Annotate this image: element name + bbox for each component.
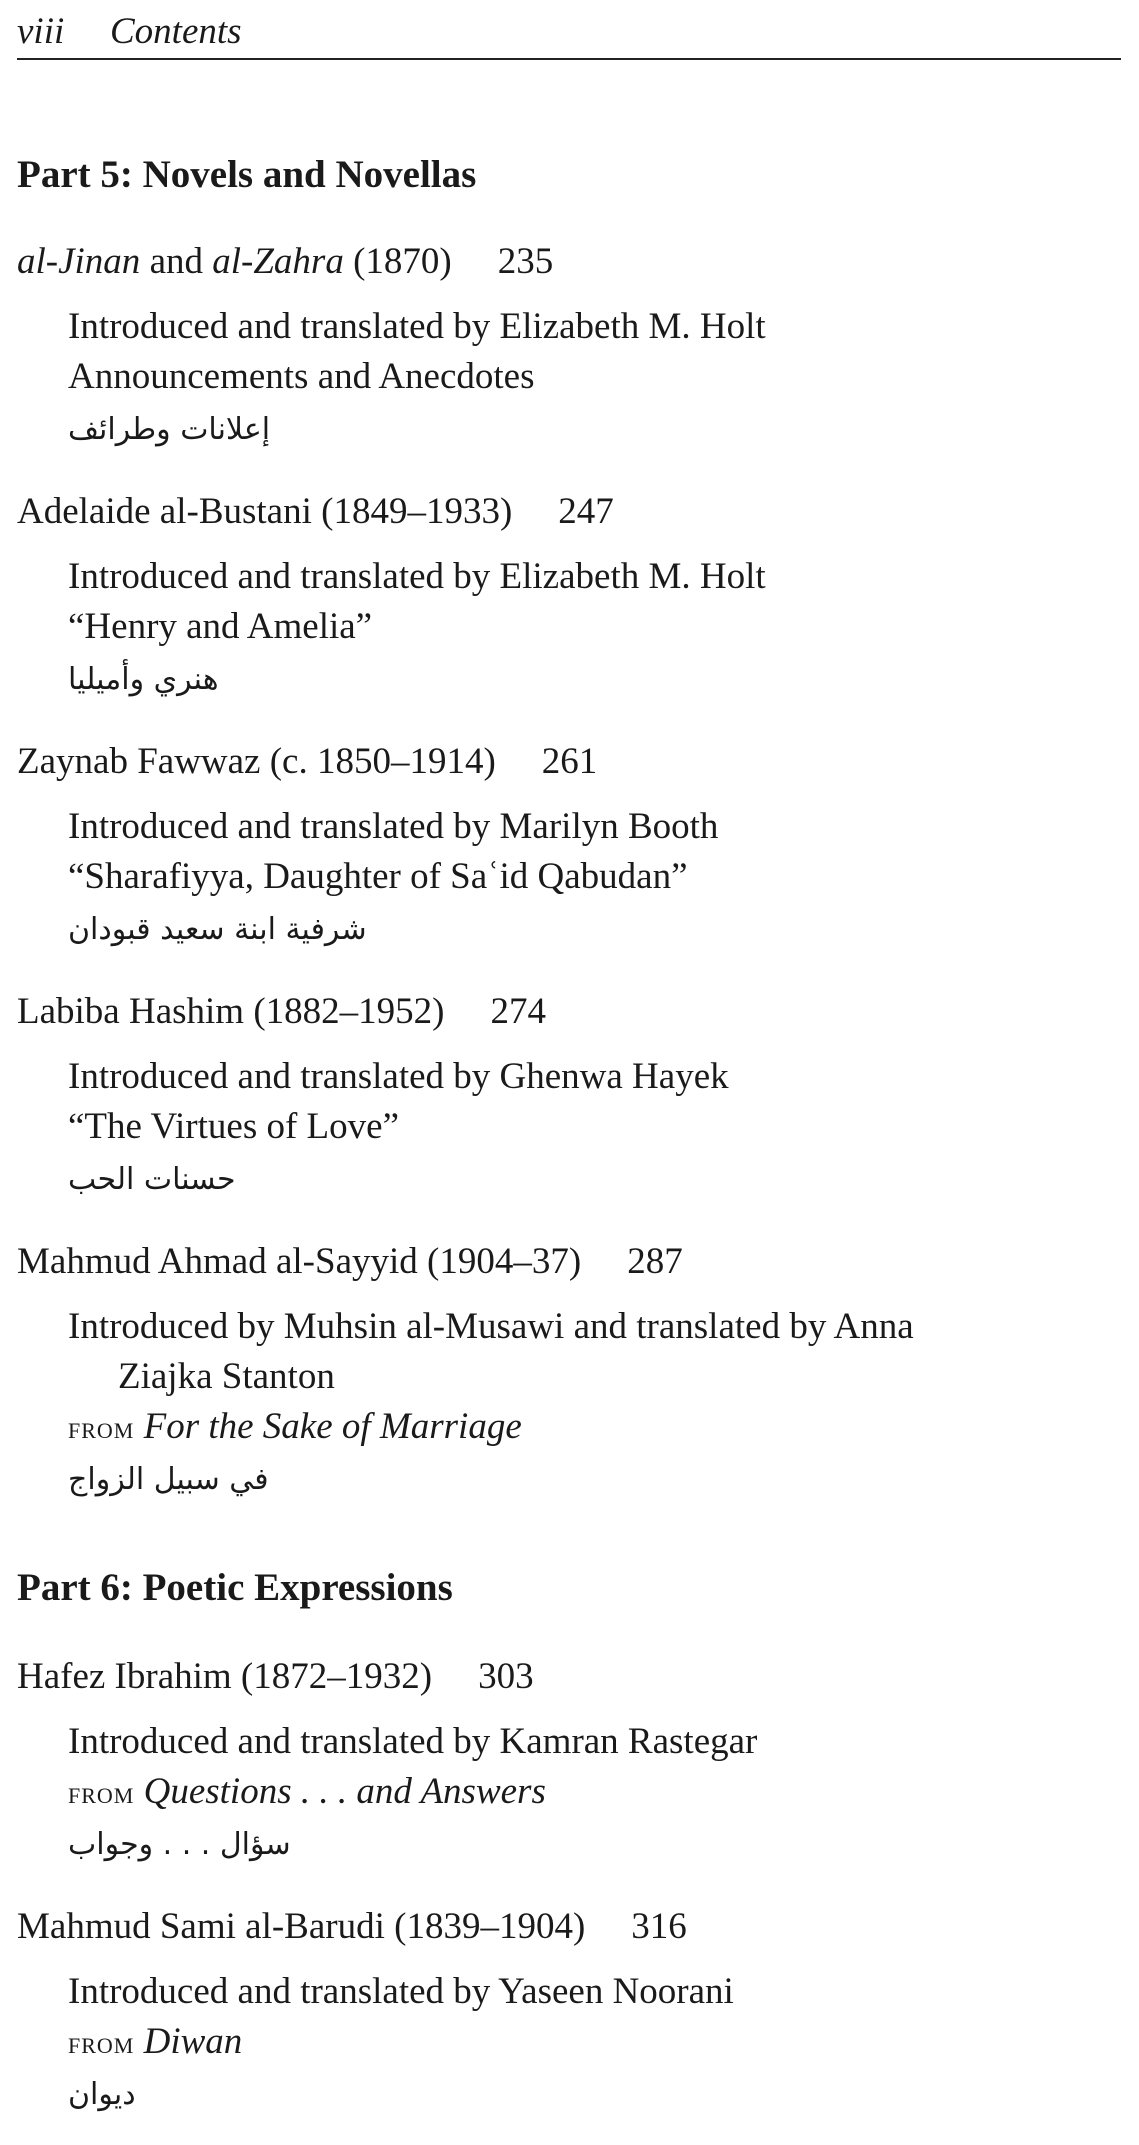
entry-heading	[17, 740, 597, 783]
entry-heading	[17, 490, 614, 533]
arabic-title: ديوان	[68, 2077, 136, 2112]
page-number: 316	[631, 1906, 687, 1947]
work-title: “Henry and Amelia”	[68, 606, 373, 647]
page-number: 274	[490, 991, 546, 1032]
entry-name: Mahmud Sami al-Barudi (1839–1904)	[17, 1906, 586, 1947]
entry-heading	[17, 1655, 534, 1698]
running-head: Contents	[110, 11, 242, 52]
intro-line-continued: Ziajka Stanton	[118, 1356, 335, 1397]
from-label: from	[68, 2024, 135, 2060]
page-number: 261	[541, 741, 598, 782]
intro-line: Introduced and translated by Elizabeth M. Holt	[68, 306, 766, 347]
entry-name: Adelaide al-Bustani (1849–1933)	[17, 491, 513, 532]
work-title-line	[68, 1405, 522, 1448]
page-number: 287	[627, 1241, 683, 1282]
part-heading: Part 5: Novels and Novellas	[17, 153, 477, 196]
arabic-title: إعلانات وطرائف	[68, 412, 271, 447]
page-number: 247	[558, 491, 614, 532]
entry-name: Mahmud Ahmad al-Sayyid (1904–37)	[17, 1241, 582, 1282]
work-title-line	[68, 2020, 242, 2063]
arabic-title: في سبيل الزواج	[68, 1462, 269, 1497]
page-number: 235	[497, 241, 554, 282]
intro-line: Introduced and translated by Kamran Rastegar	[68, 1721, 758, 1762]
entry-heading	[17, 1240, 683, 1283]
entry-name: Zaynab Fawwaz (c. 1850–1914)	[17, 741, 496, 782]
arabic-title: حسنات الحب	[68, 1162, 236, 1197]
entry-heading	[17, 1905, 687, 1948]
intro-line: Introduced and translated by Marilyn Booth	[68, 806, 719, 847]
entry-name: al-Jinan	[17, 241, 141, 282]
work-title: “The Virtues of Love”	[68, 1106, 399, 1147]
intro-line: Introduced and translated by Ghenwa Hayek	[68, 1056, 729, 1097]
folio: viii	[17, 11, 65, 52]
entry-name-connector: and	[140, 241, 213, 282]
work-title: Questions . . . and Answers	[143, 1771, 546, 1812]
arabic-title: شرفية ابنة سعيد قبودان	[68, 912, 367, 947]
work-title-line	[68, 1770, 546, 1813]
entry-heading	[17, 240, 553, 283]
entry-dates: (1870)	[343, 241, 452, 282]
page-number: 303	[478, 1656, 534, 1697]
entry-heading	[17, 990, 546, 1033]
intro-line: Introduced and translated by Yaseen Noorani	[68, 1971, 734, 2012]
part-heading: Part 6: Poetic Expressions	[17, 1566, 453, 1609]
arabic-title: سؤال . . . وجواب	[68, 1827, 291, 1862]
from-label: from	[68, 1774, 135, 1810]
work-title: For the Sake of Marriage	[143, 1406, 522, 1447]
from-label: from	[68, 1409, 135, 1445]
work-title: Diwan	[143, 2021, 243, 2062]
work-title: “Sharafiyya, Daughter of Saʿid Qabudan”	[68, 856, 688, 897]
intro-line: Introduced by Muhsin al-Musawi and translated by Anna	[68, 1306, 914, 1347]
entry-name: Hafez Ibrahim (1872–1932)	[17, 1656, 433, 1697]
entry-name: Labiba Hashim (1882–1952)	[17, 991, 445, 1032]
entry-name: al-Zahra	[212, 241, 344, 282]
intro-line: Introduced and translated by Elizabeth M. Holt	[68, 556, 766, 597]
work-title: Announcements and Anecdotes	[68, 356, 535, 397]
arabic-title: هنري وأميليا	[68, 662, 219, 697]
page-header	[17, 8, 1121, 60]
